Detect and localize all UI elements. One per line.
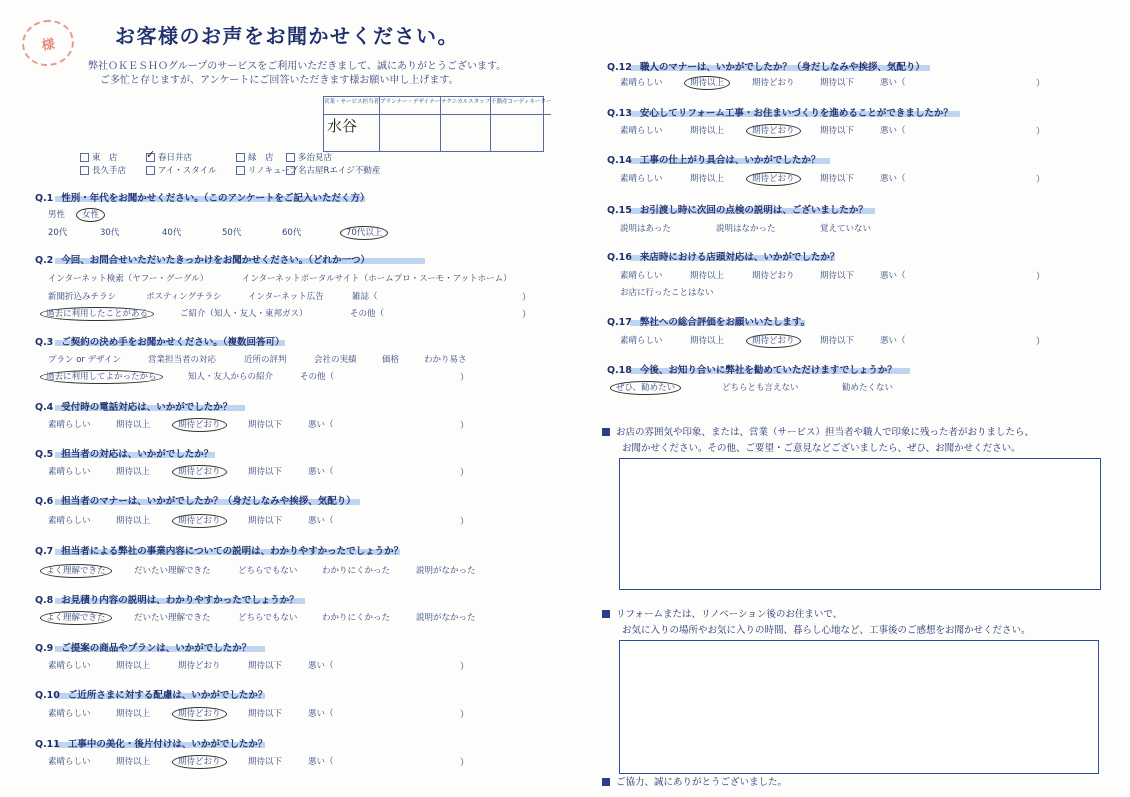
q17-rating-excellent[interactable]: 素晴らしい: [620, 336, 663, 346]
question-5: Q.5 担当者の対応は、いかがでしたか？: [35, 449, 214, 460]
q12-rating-bad[interactable]: 悪い（: [880, 78, 906, 88]
q12-paren-close: ）: [1036, 79, 1046, 89]
q13-rating-above[interactable]: 期待以上: [690, 126, 725, 136]
staff-value-sales[interactable]: 水谷: [327, 117, 358, 135]
q4-rating-excellent[interactable]: 素晴らしい: [48, 420, 91, 430]
q13-rating-bad[interactable]: 悪い（: [880, 126, 906, 136]
checkbox-icon[interactable]: [80, 153, 89, 162]
q2-paren-close: ）: [522, 310, 532, 320]
q3-option-selected[interactable]: 過去に利用してよかったから: [46, 370, 163, 382]
q16-paren-close: ）: [1036, 272, 1046, 282]
q9-paren-close: ）: [460, 662, 470, 672]
checkbox-icon[interactable]: [80, 166, 89, 175]
q14-rating-below[interactable]: 期待以下: [820, 174, 855, 184]
question-13: Q.13 安心してリフォーム工事・お住まいづくりを進めることができましたか？: [607, 108, 953, 119]
q17-paren-close: ）: [1036, 337, 1046, 347]
q15-option[interactable]: 説明はあった: [620, 224, 671, 234]
q13-rating-expected-selected[interactable]: 期待どおり: [752, 124, 801, 136]
q9-rating-bad[interactable]: 悪い（: [308, 661, 334, 671]
q14-rating-excellent[interactable]: 素晴らしい: [620, 174, 663, 184]
question-4: Q.4 受付時の電話対応は、いかがでしたか？: [35, 402, 233, 413]
q7-clarity-option[interactable]: どちらでもない: [238, 566, 298, 576]
q3-option[interactable]: プラン or デザイン: [48, 355, 122, 365]
store-option[interactable]: [80, 151, 118, 163]
checkbox-icon[interactable]: [286, 166, 295, 175]
thanks-message: ご協力、誠にありがとうございました。: [602, 774, 787, 788]
q3-option[interactable]: わかり易さ: [424, 355, 467, 365]
q10-rating-bad[interactable]: 悪い（: [308, 709, 334, 719]
q8-clarity-selected[interactable]: よく理解できた: [46, 611, 112, 623]
store-label: 東 店: [92, 153, 118, 163]
q18-option[interactable]: どちらとも言えない: [722, 383, 799, 393]
q11-rating-excellent[interactable]: 素晴らしい: [48, 757, 91, 767]
q2-option[interactable]: インターネット広告: [248, 292, 324, 302]
question-3: Q.3 ご契約の決め手をお聞かせください。（複数回答可）: [35, 337, 285, 348]
q17-rating-below[interactable]: 期待以下: [820, 336, 855, 346]
checkbox-icon[interactable]: [236, 153, 245, 162]
q3-option[interactable]: 価格: [382, 355, 400, 365]
q5-rating-bad[interactable]: 悪い（: [308, 467, 334, 477]
question-9: Q.9 ご提案の商品やプランは、いかがでしたか？: [35, 643, 252, 654]
q1-gender-female[interactable]: 女性: [82, 208, 105, 220]
question-14: Q.14 工事の仕上がり具合は、いかがでしたか？: [607, 155, 821, 166]
q14-rating-above[interactable]: 期待以上: [690, 174, 725, 184]
q1-age-20s[interactable]: 20代: [48, 228, 68, 238]
q18-option-selected[interactable]: ぜひ、勧めたい: [616, 381, 681, 393]
q13-rating-below[interactable]: 期待以下: [820, 126, 855, 136]
store-option[interactable]: [80, 164, 126, 176]
question-15: Q.15 お引渡し時に次回の点検の説明は、ございましたか？: [607, 205, 868, 216]
store-label: 春日井店: [158, 153, 193, 163]
question-18: Q.18 今後、お知り合いに弊社を勧めていただけますでしょうか？: [607, 365, 897, 376]
q16-rating-excellent[interactable]: 素晴らしい: [620, 271, 663, 281]
q2-option[interactable]: インターネット検索（ヤフー・グーグル）: [48, 274, 209, 284]
question-12: Q.12 職人のマナーは、いかがでしたか？（身だしなみや挨拶、気配り）: [607, 62, 925, 73]
q11-rating-bad[interactable]: 悪い（: [308, 757, 334, 767]
q2-option[interactable]: ポスティングチラシ: [146, 292, 222, 302]
q12-rating-above-selected[interactable]: 期待以上: [690, 76, 730, 88]
q3-option[interactable]: 近所の評判: [244, 355, 287, 365]
q7-clarity-option[interactable]: 説明がなかった: [416, 566, 476, 576]
staff-header-technical: テクニカルスタッフ: [441, 97, 490, 115]
store-label: アイ・スタイル: [158, 166, 217, 176]
q4-rating-above[interactable]: 期待以上: [116, 420, 151, 430]
intro-line-2: ご多忙と存じますが、アンケートにご回答いただきます様お願い申し上げます。: [100, 75, 459, 86]
q8-clarity-option[interactable]: 説明がなかった: [416, 613, 476, 623]
q6-rating-bad[interactable]: 悪い（: [308, 516, 334, 526]
q8-clarity-option[interactable]: だいたい理解できた: [134, 613, 211, 623]
store-label: 緑 店: [248, 153, 274, 163]
q9-rating-expected[interactable]: 期待どおり: [178, 661, 221, 671]
q11-paren-close: ）: [460, 758, 470, 768]
q2-option[interactable]: 雑誌（: [352, 292, 378, 302]
q6-rating-above[interactable]: 期待以上: [116, 516, 151, 526]
store-option[interactable]: [236, 151, 274, 163]
square-bullet-icon: [602, 428, 610, 436]
staff-header-sales: 営業・サービス担当者: [324, 97, 379, 115]
q9-rating-below[interactable]: 期待以下: [248, 661, 283, 671]
q9-rating-above[interactable]: 期待以上: [116, 661, 151, 671]
q9-rating-excellent[interactable]: 素晴らしい: [48, 661, 91, 671]
q17-rating-bad[interactable]: 悪い（: [880, 336, 906, 346]
q2-option[interactable]: 新聞折込みチラシ: [48, 292, 117, 302]
q2-paren-close: ）: [522, 293, 532, 303]
q4-rating-below[interactable]: 期待以下: [248, 420, 283, 430]
store-label: 多治見店: [298, 153, 333, 163]
question-17: Q.17 弊社への総合評価をお願いいたします。: [607, 317, 811, 328]
store-label: 長久手店: [92, 166, 127, 176]
q14-paren-close: ）: [1036, 175, 1046, 185]
q3-paren-close: ）: [460, 373, 470, 383]
q7-clarity-selected[interactable]: よく理解できた: [46, 564, 112, 576]
q1-age-50s[interactable]: 50代: [222, 228, 242, 238]
q10-rating-below[interactable]: 期待以下: [248, 709, 283, 719]
question-8: Q.8 お見積り内容の説明は、わかりやすかったでしょうか？: [35, 595, 299, 606]
q5-rating-above[interactable]: 期待以上: [116, 467, 151, 477]
q3-option[interactable]: 知人・友人からの紹介: [188, 372, 274, 382]
q11-rating-above[interactable]: 期待以上: [116, 757, 151, 767]
q10-rating-excellent[interactable]: 素晴らしい: [48, 709, 91, 719]
q3-option[interactable]: 会社の実績: [314, 355, 357, 365]
q7-clarity-option[interactable]: だいたい理解できた: [134, 566, 211, 576]
q6-paren-close: ）: [460, 517, 470, 527]
q15-option[interactable]: 覚えていない: [820, 224, 872, 234]
q1-gender-male[interactable]: 男性: [48, 210, 66, 220]
q1-age-70s-plus[interactable]: 70代以上: [346, 226, 388, 238]
q13-rating-excellent[interactable]: 素晴らしい: [620, 126, 663, 136]
q3-option[interactable]: その他（: [300, 372, 335, 382]
q18-option[interactable]: 勧めたくない: [842, 383, 894, 393]
q12-rating-expected[interactable]: 期待どおり: [752, 78, 795, 88]
question-11: Q.11 工事中の美化・後片付けは、いかがでしたか？: [35, 739, 268, 750]
q2-option[interactable]: その他（: [350, 309, 385, 319]
q4-rating-bad[interactable]: 悪い（: [308, 420, 334, 430]
square-bullet-icon: [602, 610, 610, 618]
staff-header-realestate: 不動産コーディネーター: [491, 97, 551, 115]
q16-rating-above[interactable]: 期待以上: [690, 271, 725, 281]
staff-value-technical[interactable]: [441, 115, 490, 151]
store-option[interactable]: [286, 164, 380, 176]
q1-age-30s[interactable]: 30代: [100, 228, 120, 238]
q3-option[interactable]: 営業担当者の対応: [148, 355, 217, 365]
q10-rating-expected-selected[interactable]: 期待どおり: [178, 707, 227, 719]
q16-rating-bad[interactable]: 悪い（: [880, 271, 906, 281]
q2-option[interactable]: インターネットポータルサイト（ホームプロ・スーモ・アットホーム）: [242, 274, 512, 284]
q1-age-60s[interactable]: 60代: [282, 228, 302, 238]
q5-rating-below[interactable]: 期待以下: [248, 467, 283, 477]
checkbox-icon[interactable]: [146, 166, 155, 175]
staff-value-realestate[interactable]: [491, 115, 551, 151]
question-7: Q.7 担当者による弊社の事業内容についての説明は、わかりやすかったでしょうか？: [35, 546, 404, 557]
q2-option[interactable]: ご紹介（知人・友人・東邦ガス）: [180, 309, 308, 319]
q11-rating-expected-selected[interactable]: 期待どおり: [178, 755, 227, 767]
store-label: リノキューブ: [248, 166, 298, 176]
q16-rating-below[interactable]: 期待以下: [820, 271, 855, 281]
checkbox-icon[interactable]: [236, 166, 245, 175]
q13-paren-close: ）: [1036, 127, 1046, 137]
checkbox-checked-icon[interactable]: [146, 153, 155, 162]
comment-1-prompt-line-2: お聞かせください。その他、ご要望・ご意見などございましたら、ぜひ、お聞かせください。: [622, 443, 1021, 454]
question-10: Q.10 ご近所さまに対する配慮は、いかがでしたか？: [35, 690, 268, 701]
checkbox-icon[interactable]: [286, 153, 295, 162]
store-option[interactable]: [146, 151, 192, 163]
q8-clarity-option[interactable]: どちらでもない: [238, 613, 298, 623]
q12-rating-excellent[interactable]: 素晴らしい: [620, 78, 663, 88]
comment-2-prompt-line-2: お気に入りの場所やお気に入りの時間、暮らし心地など、工事後のご感想をお聞かせください。: [622, 625, 1031, 636]
store-option[interactable]: [146, 164, 217, 176]
q5-rating-expected-selected[interactable]: 期待どおり: [178, 465, 227, 477]
q2-option-selected[interactable]: 過去に利用したことがある: [46, 307, 154, 319]
store-option[interactable]: [286, 151, 332, 163]
staff-header-planner: プランナー・デザイナー: [380, 97, 440, 115]
store-label: 名古屋Rエイジ不動産: [298, 166, 381, 176]
q15-option[interactable]: 説明はなかった: [716, 224, 776, 234]
intro-line-1: 弊社ＯＫＥＳＨＯグループのサービスをご利用いただきまして、誠にありがとうございます。: [88, 61, 507, 72]
q7-clarity-option[interactable]: わかりにくかった: [322, 566, 391, 576]
q5-rating-excellent[interactable]: 素晴らしい: [48, 467, 91, 477]
question-1: Q.1 性別・年代をお聞かせください。（このアンケートをご記入いただく方）: [35, 193, 370, 204]
q17-rating-above[interactable]: 期待以上: [690, 336, 725, 346]
q6-rating-below[interactable]: 期待以下: [248, 516, 283, 526]
q8-clarity-option[interactable]: わかりにくかった: [322, 613, 391, 623]
company-seal-stamp: 様: [19, 17, 77, 70]
q1-age-40s[interactable]: 40代: [162, 228, 182, 238]
comment-1-textbox[interactable]: [619, 458, 1101, 590]
comment-1-prompt-line-1: お店の雰囲気や印象、または、営業（サービス）担当者や職人で印象に残った者がおりましたら、: [602, 424, 1034, 438]
question-2: Q.2 今回、お問合せいただいたきっかけをお聞かせください。（どれか一つ）: [35, 255, 371, 266]
q14-rating-bad[interactable]: 悪い（: [880, 174, 906, 184]
q10-paren-close: ）: [460, 710, 470, 720]
q10-rating-above[interactable]: 期待以上: [116, 709, 151, 719]
q6-rating-expected-selected[interactable]: 期待どおり: [178, 514, 227, 526]
comment-2-prompt-line-1: リフォームまたは、リノベーション後のお住まいで、: [602, 606, 842, 620]
q16-rating-expected[interactable]: 期待どおり: [752, 271, 795, 281]
question-6: Q.6 担当者のマナーは、いかがでしたか？（身だしなみや挨拶、気配り）: [35, 496, 356, 507]
q5-paren-close: ）: [460, 468, 470, 478]
question-16: Q.16 来店時における店頭対応は、いかがでしたか？: [607, 252, 840, 263]
q12-rating-below[interactable]: 期待以下: [820, 78, 855, 88]
staff-table: [323, 96, 552, 152]
square-bullet-icon: [602, 778, 610, 786]
q4-paren-close: ）: [460, 421, 470, 431]
q16-never-visited-option[interactable]: お店に行ったことはない: [620, 288, 714, 298]
comment-2-textbox[interactable]: [619, 640, 1099, 774]
q11-rating-below[interactable]: 期待以下: [248, 757, 283, 767]
q4-rating-expected-selected[interactable]: 期待どおり: [178, 418, 227, 430]
q6-rating-excellent[interactable]: 素晴らしい: [48, 516, 91, 526]
page-title: お客様のお声をお聞かせください。: [115, 24, 459, 48]
staff-value-planner[interactable]: [380, 115, 440, 151]
q14-rating-expected-selected[interactable]: 期待どおり: [752, 172, 801, 184]
q17-rating-expected-selected[interactable]: 期待どおり: [752, 334, 801, 346]
